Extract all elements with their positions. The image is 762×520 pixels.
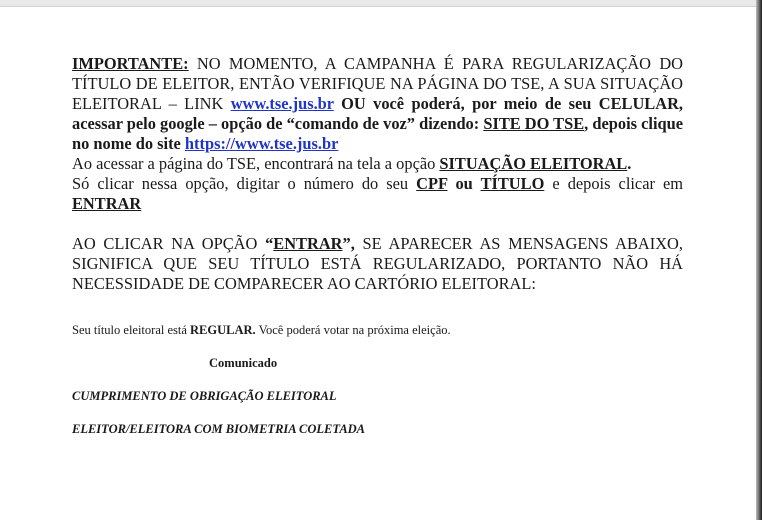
tse-link-full[interactable]: https://www.tse.jus.br	[184, 134, 339, 153]
paragraph-clicar	[72, 174, 683, 214]
depois-text: e depois clicar em	[544, 174, 684, 193]
right-edge-shadow	[756, 0, 762, 520]
entrar-quoted: ENTRAR	[273, 234, 343, 253]
regular-text-2: Você poderá votar na próxima eleição.	[255, 323, 451, 337]
situacao-eleitoral: SITUAÇÃO ELEITORAL	[439, 154, 628, 173]
paragraph-acessar	[72, 154, 683, 174]
entrar-label: ENTRAR	[72, 194, 142, 213]
click-site-text: , depois clique no nome do site	[72, 114, 683, 153]
clicar-text: Só clicar nessa opção, digitar o número do seu	[72, 174, 417, 193]
regular-message	[72, 322, 683, 338]
importante-label: IMPORTANTE:	[72, 54, 189, 73]
spacer	[72, 214, 683, 234]
biometria-line: ELEITOR/ELEITORA COM BIOMETRIA COLETADA	[72, 422, 366, 436]
mensagens-text: SE APARECER AS MENSAGENS ABAIXO, SIGNIFICA QUE SEU TÍTULO ESTÁ REGULARIZADO, PORTANTO NÃO HÁ NECESSIDADE DE COMPARECER AO CARTÓRIO ELEITORAL:	[72, 234, 683, 293]
quote-close: ”,	[342, 234, 355, 253]
ao-clicar-text: AO CLICAR NA OPÇÃO	[72, 234, 266, 253]
acessar-text: Ao acessar a página do TSE, encontrará na tela a opção	[72, 154, 440, 173]
ou-label: ou	[447, 174, 481, 193]
document-body	[72, 54, 683, 437]
comunicado-title: Comunicado	[209, 356, 278, 370]
regular-text-1: Seu título eleitoral está	[72, 323, 191, 337]
regular-label: REGULAR.	[190, 323, 256, 337]
quote-open: “	[265, 234, 274, 253]
cumprimento-line: CUMPRIMENTO DE OBRIGAÇÃO ELEITORAL	[72, 389, 337, 403]
tse-link-short[interactable]: www.tse.jus.br	[230, 94, 334, 113]
top-border	[0, 0, 762, 7]
intro-text: NO MOMENTO, A CAMPANHA É PARA REGULARIZAÇÃO DO TÍTULO DE ELEITOR, ENTÃO VERIFIQUE NA PÁGINA DO TSE, A SUA SITUAÇÃO ELEITORAL – LINK	[72, 54, 683, 113]
titulo-label: TÍTULO	[480, 174, 545, 193]
site-do-tse: SITE DO TSE	[483, 114, 585, 133]
paragraph-ao-clicar	[72, 234, 683, 294]
celular-instruction: OU você poderá, por meio de seu CELULAR, acessar pelo google – opção de “comando de voz” dizendo:	[72, 94, 684, 133]
period: .	[627, 154, 632, 173]
paragraph-importante	[72, 54, 683, 154]
cpf-label: CPF	[416, 174, 448, 193]
